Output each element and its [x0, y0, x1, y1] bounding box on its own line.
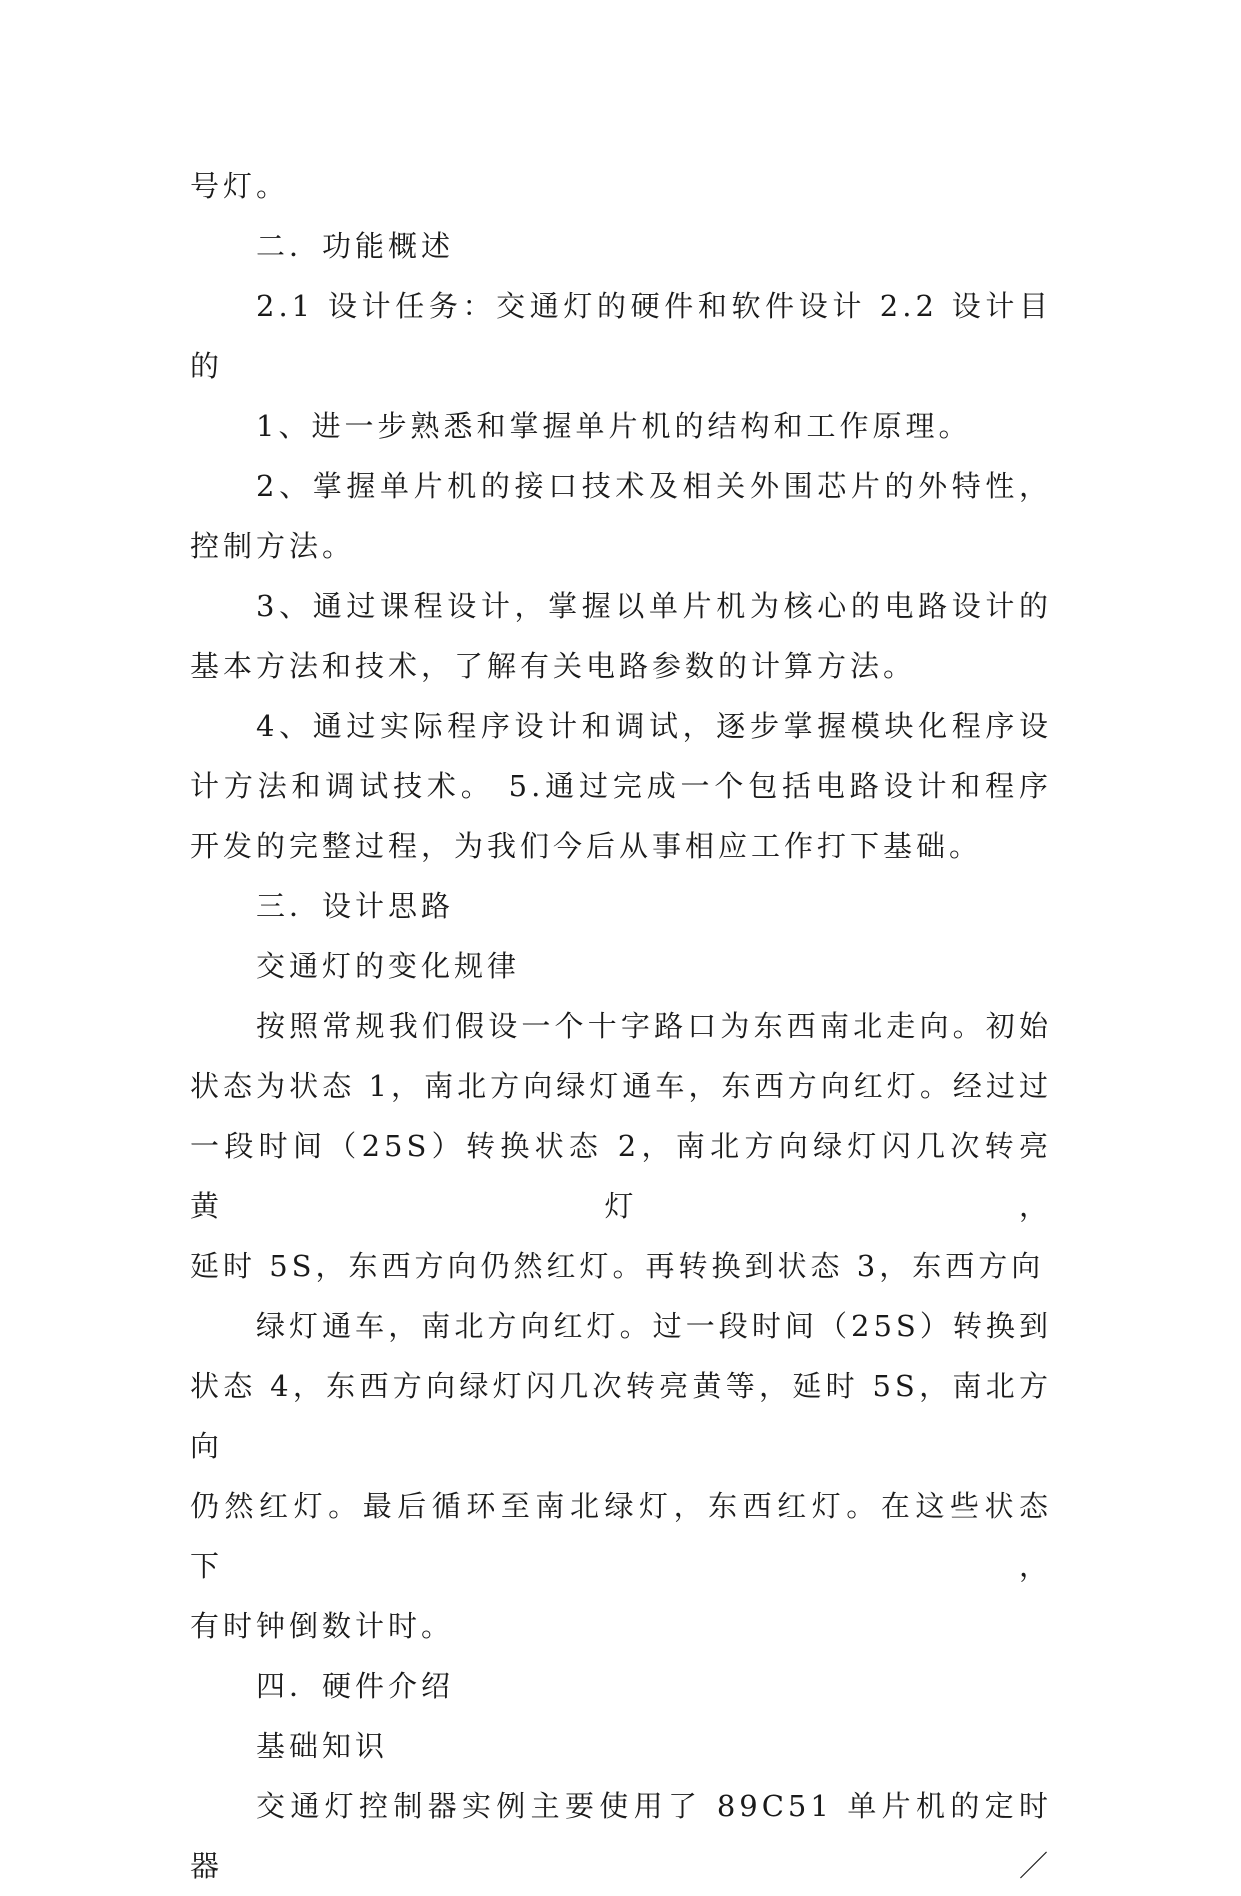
text-line: 四．硬件介绍 [256, 1669, 455, 1703]
text-line: 交通灯的变化规律 [256, 949, 521, 983]
text-line: 绿灯通车，南北方向红灯。过一段时间（25S）转换到 [256, 1309, 1052, 1343]
text-line: 按照常规我们假设一个十字路口为东西南北走向。初始 [256, 1009, 1052, 1043]
body-text [190, 156, 1052, 1896]
text-line: 2、掌握单片机的接口技术及相关外围芯片的外特性， [256, 469, 1052, 503]
text-line: 延时 5S，东西方向仍然红灯。再转换到状态 3，东西方向 [190, 1249, 1045, 1283]
text-line: 号灯。 [190, 169, 290, 203]
text-line: 二．功能概述 [256, 229, 455, 263]
text-line: 1、进一步熟悉和掌握单片机的结构和工作原理。 [256, 409, 972, 443]
text-line: 计方法和调试技术。 5.通过完成一个包括电路设计和程序 [190, 769, 1052, 803]
text-line: 基本方法和技术，了解有关电路参数的计算方法。 [190, 649, 917, 683]
text-line: 状态 4，东西方向绿灯闪几次转亮黄等，延时 5S，南北方向 [190, 1369, 1052, 1463]
text-line: 3、通过课程设计，掌握以单片机为核心的电路设计的 [256, 589, 1052, 623]
text-line: 状态为状态 1，南北方向绿灯通车，东西方向红灯。经过过 [190, 1069, 1052, 1103]
text-line: 交通灯控制器实例主要使用了 89C51 单片机的定时器／ [190, 1789, 1052, 1883]
text-line: 控制方法。 [190, 529, 356, 563]
text-line: 三．设计思路 [256, 889, 455, 923]
text-line: 4、通过实际程序设计和调试，逐步掌握模块化程序设 [256, 709, 1052, 743]
text-line: 基础知识 [256, 1729, 389, 1763]
text-line: 有时钟倒数计时。 [190, 1609, 455, 1643]
text-line: 2.1 设计任务：交通灯的硬件和软件设计 2.2 设计目的 [190, 289, 1052, 383]
text-line: 一段时间（25S）转换状态 2，南北方向绿灯闪几次转亮黄灯， [190, 1129, 1052, 1223]
text-line: 开发的完整过程，为我们今后从事相应工作打下基础。 [190, 829, 983, 863]
text-line: 仍然红灯。最后循环至南北绿灯，东西红灯。在这些状态下， [190, 1489, 1052, 1583]
